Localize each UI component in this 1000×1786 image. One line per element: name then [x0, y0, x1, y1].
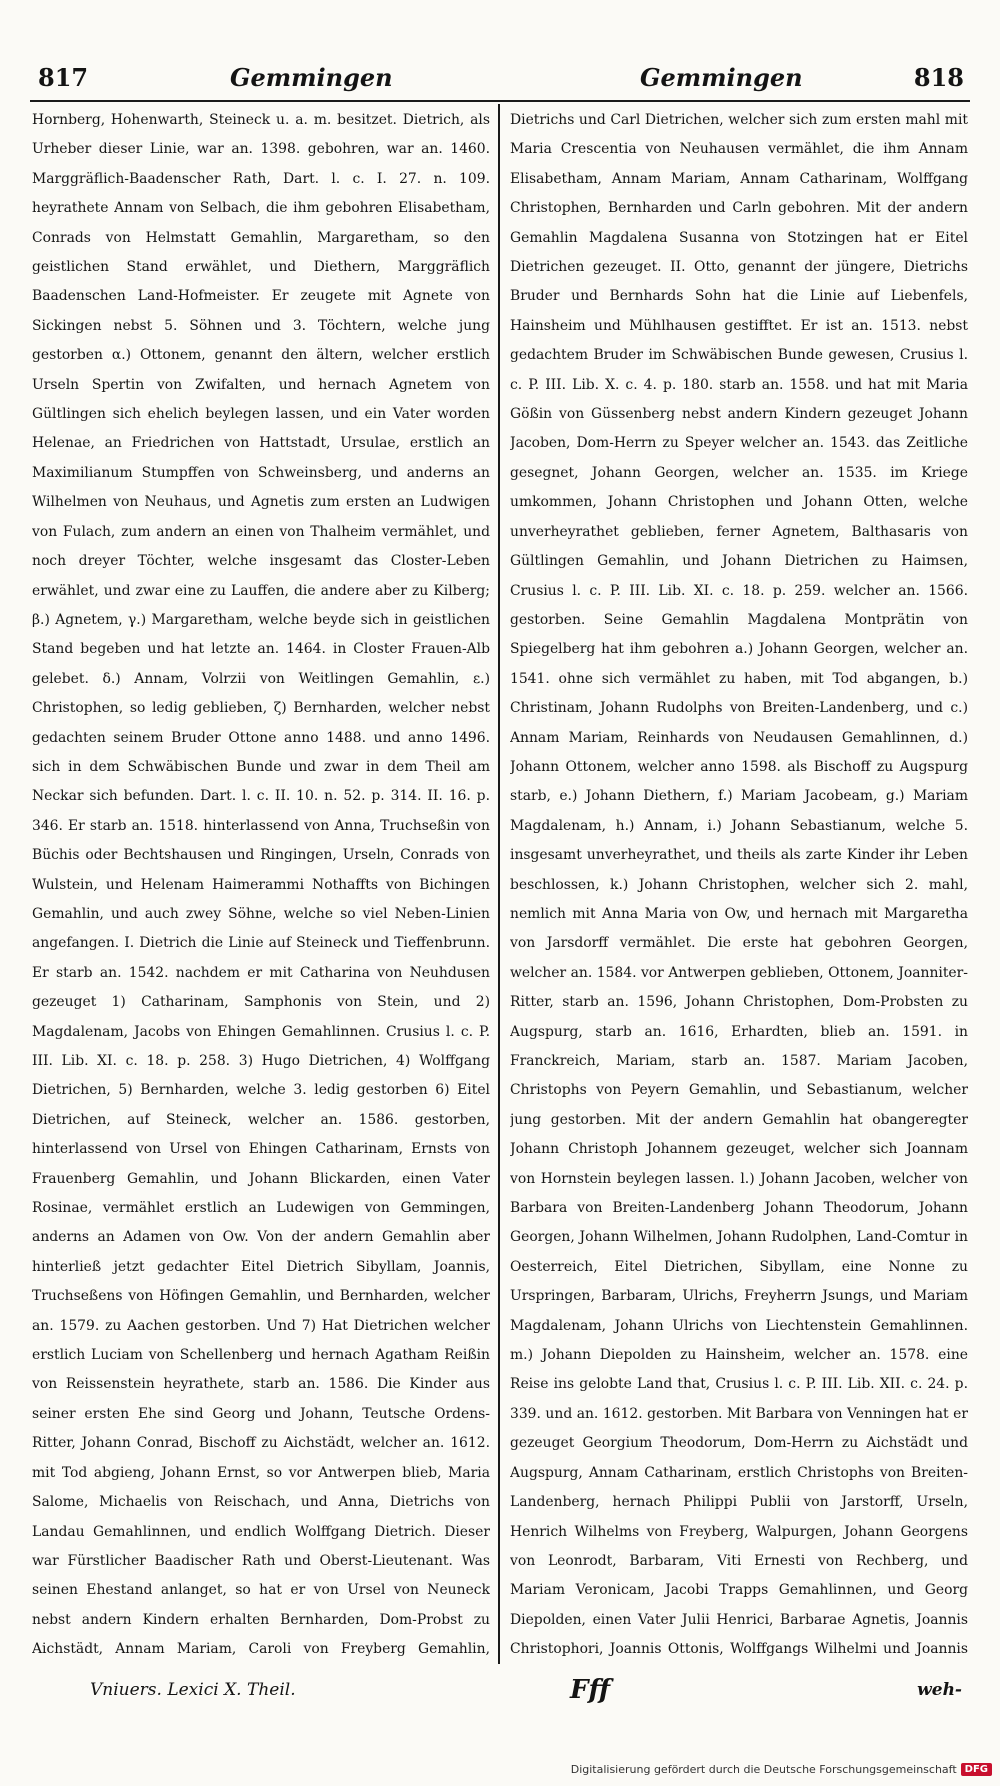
text-column-right: Dietrichs und Carl Dietrichen, welcher sich zum ersten mahl mit Maria Crescentia von Neuhausen vermählet, die ihm Annam Elisabetham, Annam Mariam, Annam Catharinam, Wolffgang Christophen, Bernharden und Carln gebohren. Mit der andern Gemahlin Magdalena Susanna von Stotzingen hat er Eitel Dietrichen gezeuget. II. Otto, genannt der jüngere, Dietrichs Bruder und Bernhards Sohn hat die Linie auf Liebenfels, Hainsheim und Mühlhausen gestifftet. Er ist an. 1513. nebst gedachtem Bruder im Schwäbischen Bunde gewesen, Crusius l. c. P. III. Lib. X. c. 4. p. 180. starb an. 1558. und hat mit Maria Gößin von Güssenberg nebst andern Kindern gezeuget Johann Jacoben, Dom-Herrn zu Speyer welcher an. 1543. das Zeitliche gesegnet, Johann Georgen, welcher an. 1535. im Kriege umkommen, Johann Christophen und Johann Otten, welche unverheyrathet geblieben, ferner Agnetem, Balthasaris von Gültlingen Gemahlin, und Johann Dietrichen zu Haimsen, Crusius l. c. P. III. Lib. XI. c. 18. p. 259. welcher an. 1566. gestorben. Seine Gemahlin Magdalena Montprätin von Spiegelberg hat ihm gebohren a.) Johann Georgen, welcher an. 1541. ohne sich vermählet zu haben, mit Tod abgangen, b.) Christinam, Johann Rudolphs von Breiten-Landenberg, und c.) Annam Mariam, Reinhards von Neudausen Gemahlinnen, d.) Johann Ottonem, welcher anno 1598. als Bischoff zu Augspurg starb, e.) Johann Diethern, f.) Mariam Jacobeam, g.) Mariam Magdalenam, h.) Annam, i.) Johann Sebastianum, welche 5. insgesamt unverheyrathet, und theils als zarte Kinder ihr Leben beschlossen, k.) Johann Christophen, welcher sich 2. mahl, nemlich mit Anna Maria von Ow, und hernach mit Margaretha von Jarsdorff vermählet. Die erste hat gebohren Georgen, welcher an. 1584. vor Antwerpen geblieben, Ottonem, Joanniter-Ritter, starb an. 1596, Johann Christophen, Dom-Probsten zu Augspurg, starb an. 1616, Erhardten, blieb an. 1591. in Franckreich, Mariam, starb an. 1587. Mariam Jacoben, Christophs von Peyern Gemahlin, und Sebastianum, welcher jung gestorben. Mit der andern Gemahlin hat obangeregter Johann Christoph Johannem gezeuget, welcher sich Joannam von Hornstein beylegen lassen. l.) Johann Jacoben, welcher von Barbara von Breiten-Landenberg Johann Theodorum, Johann Georgen, Johann Wilhelmen, Johann Rudolphen, Land-Comtur in Oesterreich, Eitel Dietrichen, Sibyllam, eine Nonne zu Urspringen, Barbaram, Ulrichs, Freyherrn Jsungs, und Mariam Magdalenam, Johann Ulrichs von Liechtenstein Gemahlinnen. m.) Johann Diepolden zu Hainsheim, welcher an. 1578. eine Reise ins gelobte Land that, Crusius l. c. P. III. Lib. XII. c. 24. p. 339. und an. 1612. gestorben. Mit Barbara von Venningen hat er gezeuget Georgium Theodorum, Dom-Herrn zu Aichstädt und Augspurg, Annam Catharinam, erstlich Christophs von Breiten-Landenberg, hernach Philippi Publii von Jarstorff, Urseln, Henrich Wilhelms von Freyberg, Walpurgen, Johann Georgens von Leonrodt, Barbaram, Viti Ernesti von Rechberg, und Mariam Veronicam, Jacobi Trapps Gemahlinnen, und Georg Diepolden, einen Vater Julii Henrici, Barbarae Agnetis, Joannis Christophori, Joannis Ottonis, Wolffgangs Wilhelmi und Joannis	[510, 112, 968, 1658]
digitization-credit	[571, 1763, 992, 1776]
dfg-logo: DFG	[961, 1763, 992, 1776]
running-title-left: Gemmingen	[230, 63, 393, 92]
book-page	[30, 58, 970, 1718]
digitization-note: Digitalisierung gefördert durch die Deutsche Forschungsgemeinschaft	[570, 1763, 957, 1776]
catchword: weh-	[917, 1680, 962, 1700]
text-column-left: Hornberg, Hohenwarth, Steineck u. a. m. besitzet. Dietrich, als Urheber dieser Linie, war an. 1398. gebohren, war an. 1460. Marggräflich-Baadenscher Rath, Dart. l. c. I. 27. n. 109. heyrathete Annam von Selbach, die ihm gebohren Elisabetham, Conrads von Helmstatt Gemahlin, Margaretham, so den geistlichen Stand erwählet, und Diethern, Marggräflich Baadenschen Land-Hofmeister. Er zeugete mit Agnete von Sickingen nebst 5. Söhnen und 3. Töchtern, welche jung gestorben α.) Ottonem, genannt den ältern, welcher erstlich Urseln Spertin von Zwifalten, und hernach Agnetem von Gültlingen sich ehelich beylegen lassen, und ein Vater worden Helenae, an Friedrichen von Hattstadt, Ursulae, erstlich an Maximilianum Stumpffen von Schweinsberg, und anderns an Wilhelmen von Neuhaus, und Agnetis zum ersten an Ludwigen von Fulach, zum andern an einen von Thalheim vermählet, und noch dreyer Töchter, welche insgesamt das Closter-Leben erwählet, und zwar eine zu Lauffen, die andere aber zu Kilberg; β.) Agnetem, γ.) Margaretham, welche beyde sich in geistlichen Stand begeben und hat letzte an. 1464. in Closter Frauen-Alb gelebet. δ.) Annam, Volrzii von Weitlingen Gemahlin, ε.) Christophen, so ledig geblieben, ζ) Bernharden, welcher nebst gedachten seinem Bruder Ottone anno 1488. und anno 1496. sich in dem Schwäbischen Bunde und zwar in dem Theil am Neckar sich befunden. Dart. l. c. II. 10. n. 52. p. 314. II. 16. p. 346. Er starb an. 1518. hinterlassend von Anna, Truchseßin von Büchis oder Bechtshausen und Ringingen, Urseln, Conrads von Wulstein, und Helenam Haimerammi Nothaffts von Bichingen Gemahlin, und auch zwey Söhne, welche so viel Neben-Linien angefangen. I. Dietrich die Linie auf Steineck und Tieffenbrunn. Er starb an. 1542. nachdem er mit Catharina von Neuhdusen gezeuget 1) Catharinam, Samphonis von Stein, und 2) Magdalenam, Jacobs von Ehingen Gemahlinnen. Crusius l. c. P. III. Lib. XI. c. 18. p. 258. 3) Hugo Dietrichen, 4) Wolffgang Dietrichen, 5) Bernharden, welche 3. ledig gestorben 6) Eitel Dietrichen, auf Steineck, welcher an. 1586. gestorben, hinterlassend von Ursel von Ehingen Catharinam, Ernsts von Frauenberg Gemahlin, und Johann Blickarden, einen Vater Rosinae, vermählet erstlich an Ludewigen von Gemmingen, anderns an Adamen von Ow. Von der andern Gemahlin aber hinterließ jetzt gedachter Eitel Dietrich Sibyllam, Joannis, Truchseßens von Höfingen Gemahlin, und Bernharden, welcher an. 1579. zu Aachen gestorben. Und 7) Hat Dietrichen welcher erstlich Luciam von Schellenberg und hernach Agatham Reißin von Reissenstein heyrathete, starb an. 1586. Die Kinder aus seiner ersten Ehe sind Georg und Johann, Teutsche Ordens-Ritter, Johann Conrad, Bischoff zu Aichstädt, welcher an. 1612. mit Tod abgieng, Johann Ernst, so vor Antwerpen blieb, Maria Salome, Michaelis von Reischach, und Anna, Dietrichs von Landau Gemahlinnen, und endlich Wolffgang Dietrich. Dieser war Fürstlicher Baadischer Rath und Oberst-Lieutenant. Was seinen Ehestand anlanget, so hat er von Ursel von Neuneck nebst andern Kindern erhalten Bernharden, Dom-Probst zu Aichstädt, Annam Mariam, Caroli von Freyberg Gemahlin,	[32, 112, 490, 1658]
header-rule	[30, 100, 970, 102]
running-title-right: Gemmingen	[640, 63, 803, 92]
volume-signature: Vniuers. Lexici X. Theil.	[90, 1680, 296, 1700]
column-divider	[498, 104, 500, 1664]
page-number-left: 817	[38, 63, 89, 92]
gathering-signature: Fff	[570, 1675, 610, 1705]
page-number-right: 818	[913, 63, 964, 92]
